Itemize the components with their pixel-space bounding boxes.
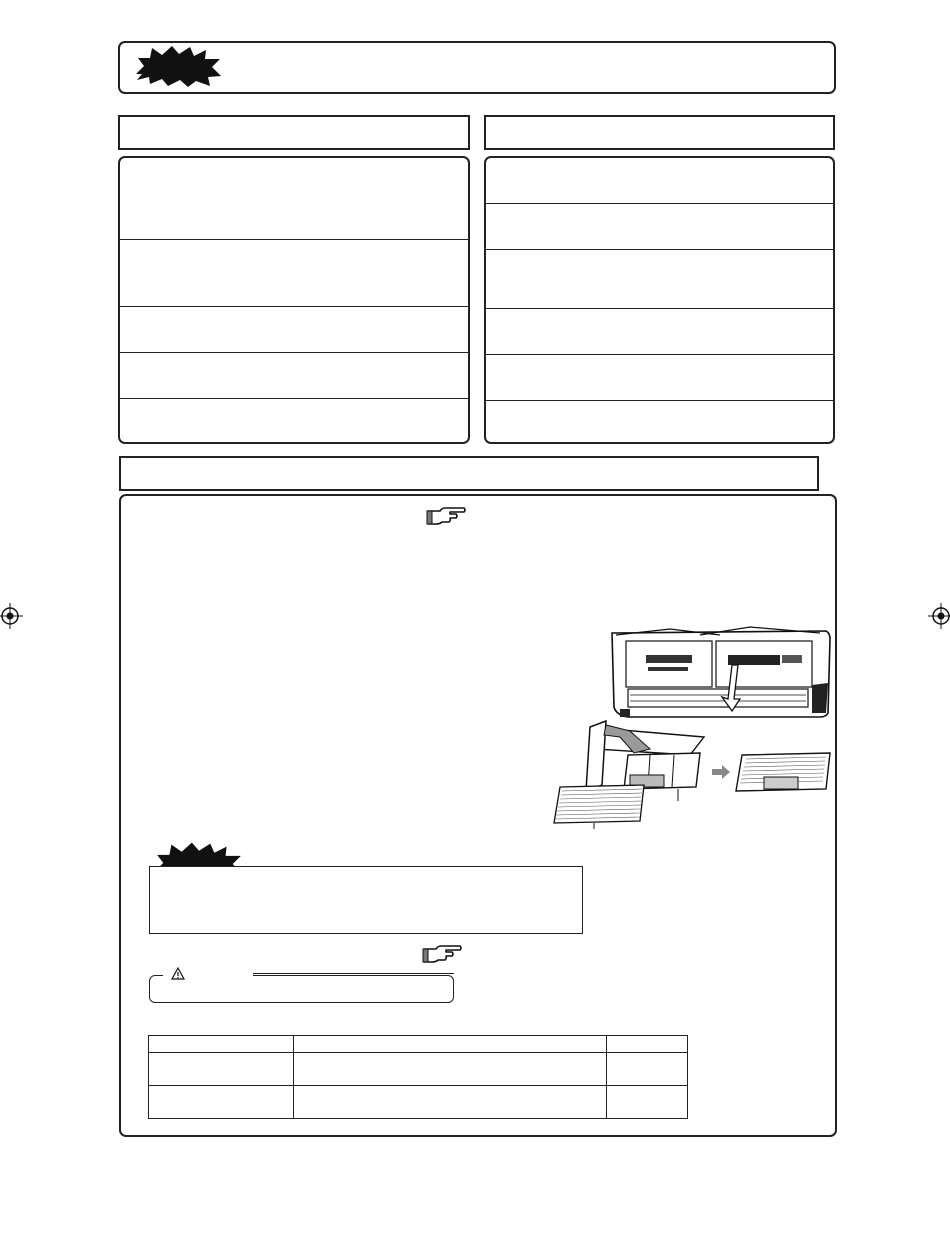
table-header — [293, 1036, 606, 1053]
left-panel-list — [118, 156, 470, 444]
table-header — [607, 1036, 688, 1053]
table-row — [149, 1086, 688, 1119]
registration-mark-right-icon — [928, 603, 950, 629]
left-panel-header — [118, 115, 470, 150]
spec-table — [148, 1035, 688, 1118]
right-panel-list — [484, 156, 835, 444]
right-panel-header — [484, 115, 835, 150]
pointing-hand-icon — [426, 505, 466, 527]
pointing-hand-icon — [422, 943, 462, 965]
table-header — [149, 1036, 294, 1053]
table-cell — [293, 1053, 606, 1086]
table-cell — [293, 1086, 606, 1119]
note-box — [149, 866, 583, 934]
air-conditioner-filter-illustration — [550, 625, 832, 830]
table-cell — [149, 1053, 294, 1086]
registration-mark-left-icon — [0, 603, 23, 629]
top-banner — [118, 41, 836, 94]
section-header — [119, 456, 819, 491]
table-cell — [149, 1086, 294, 1119]
starburst-badge-icon — [132, 44, 224, 88]
caution-label-line — [253, 973, 454, 974]
table-row — [149, 1053, 688, 1086]
warning-triangle-icon — [171, 967, 185, 980]
table-cell — [607, 1086, 688, 1119]
table-cell — [607, 1053, 688, 1086]
